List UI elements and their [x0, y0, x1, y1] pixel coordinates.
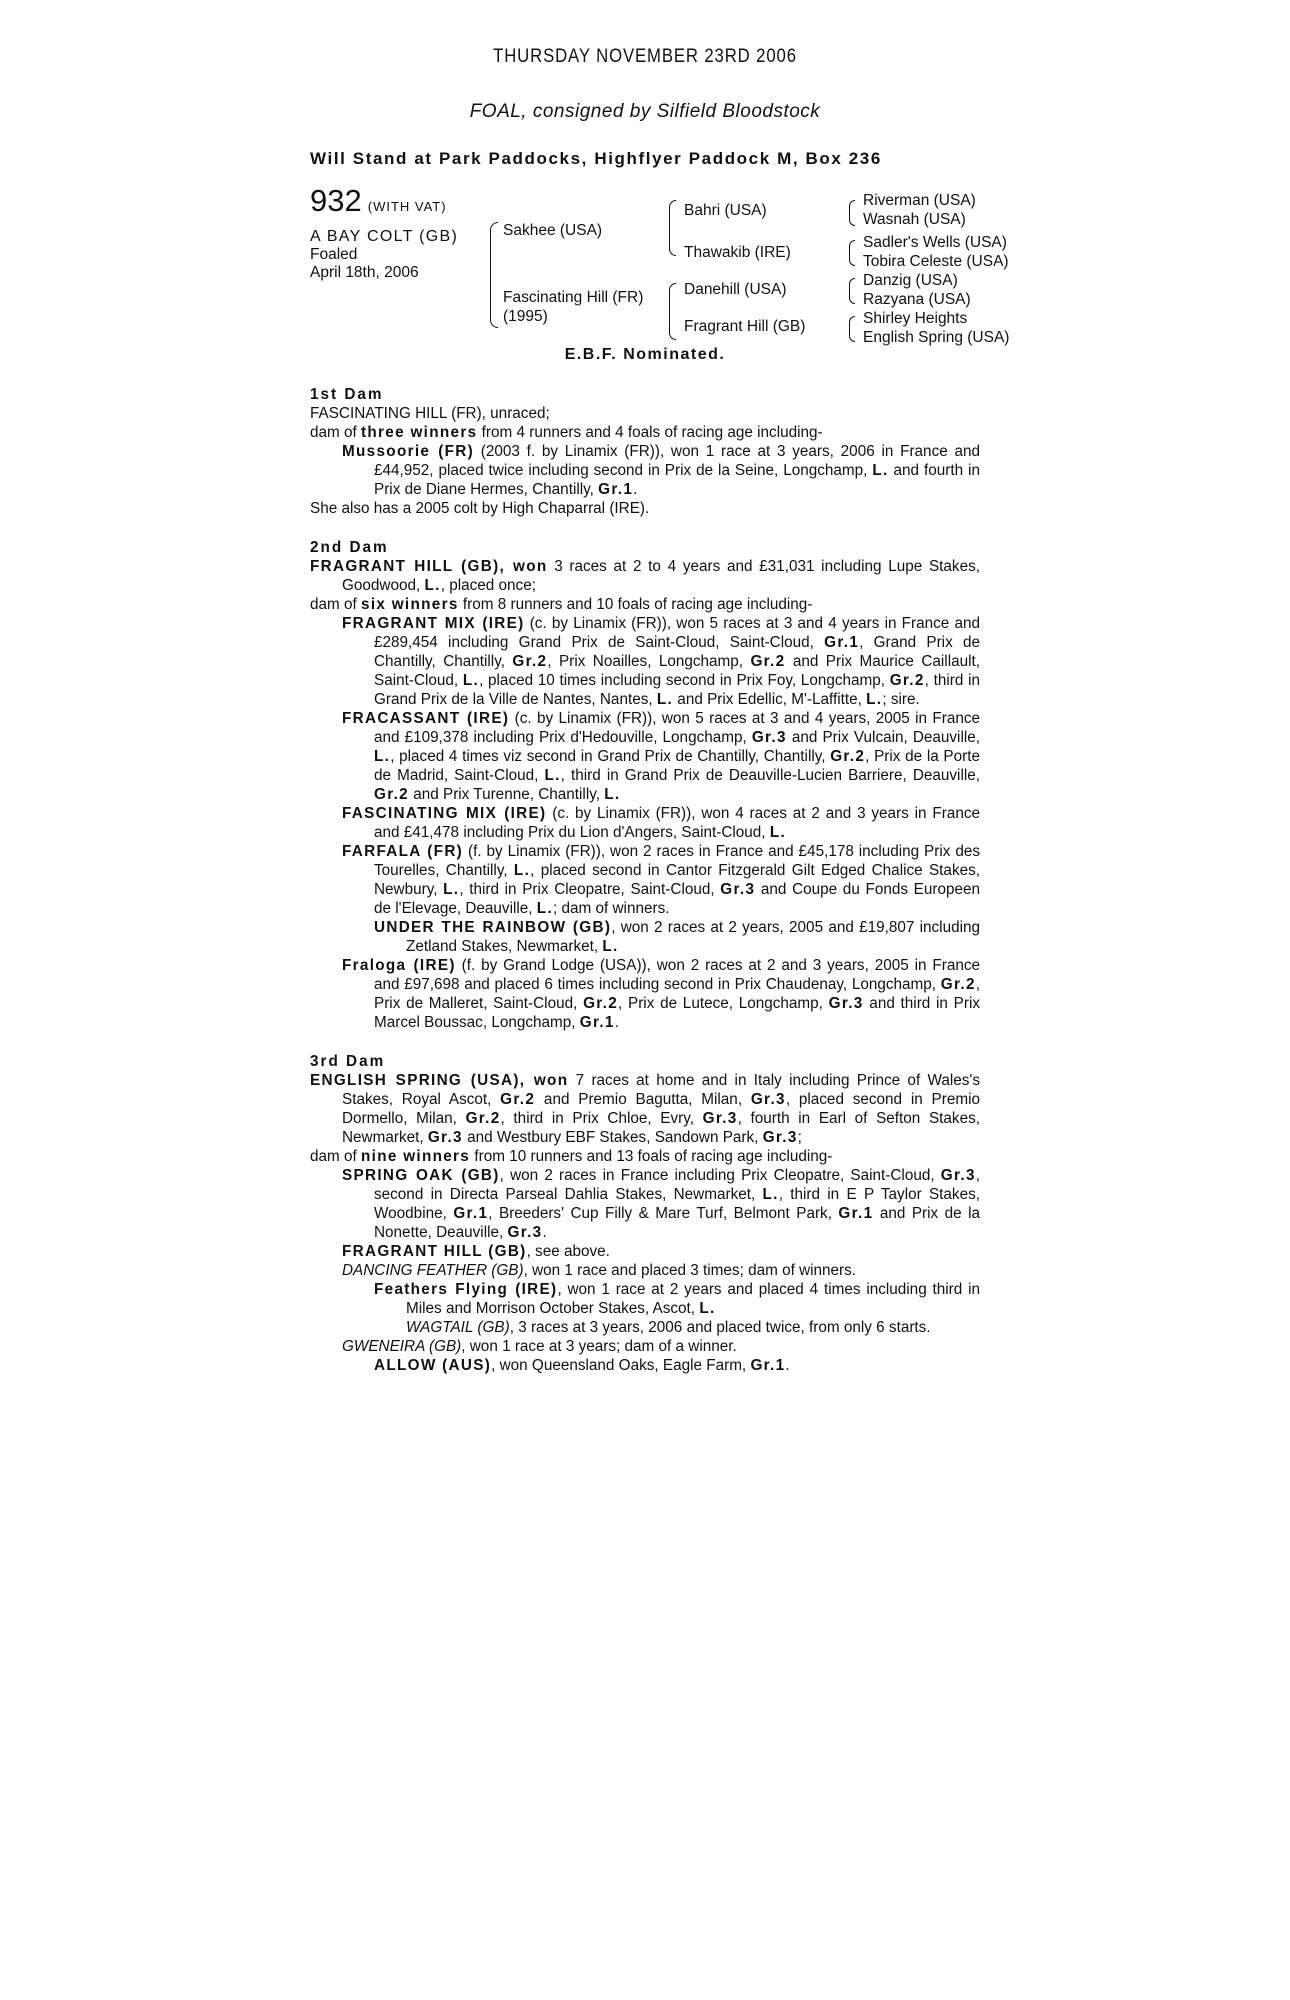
- pedigree-entry: [310, 1261, 980, 1280]
- pedigree-dam-dam: Fragrant Hill (GB): [684, 318, 806, 335]
- entry-bold-text: six winners: [361, 596, 459, 613]
- entry-bold-text: Gr.2: [583, 995, 619, 1012]
- entry-bold-text: Gr.2: [830, 748, 866, 765]
- entry-bold-text: L.: [544, 767, 561, 784]
- entry-bold-text: Gr.3: [750, 1091, 786, 1108]
- entry-bold-text: L.: [699, 1300, 716, 1317]
- entry-text: (f. by Linamix (FR)), won 2 races in France and £45,178 including Prix des Tourelles, Chantilly,: [374, 843, 980, 879]
- entry-text: and Westbury EBF Stakes, Sandown Park,: [462, 1129, 763, 1146]
- entry-text: dam of: [310, 1148, 362, 1165]
- entry-text: , placed second in Cantor Fitzgerald Gilt Edged Chalice Stakes, Newbury,: [374, 862, 980, 898]
- entry-text: FASCINATING HILL (FR), unraced;: [310, 405, 550, 422]
- pedigree-dam: Fascinating Hill (FR): [503, 289, 644, 306]
- entry-text: (2003 f. by Linamix (FR)), won 1 race at 3 years, 2006 in France and £44,952, placed twice including second in Prix de la Seine, Longchamp,: [374, 443, 980, 479]
- entry-text: , won 2 races at 2 years, 2005 and £19,807 including Zetland Stakes, Newmarket,: [406, 919, 980, 955]
- entry-bold-text: Gr.1: [824, 634, 860, 651]
- lot-number: 932: [310, 183, 362, 218]
- entry-bold-text: L.: [872, 462, 889, 479]
- entry-bold-text: FRAGRANT HILL (GB), won: [310, 558, 548, 575]
- pedigree-g3-5: Danzig (USA): [863, 272, 958, 289]
- pedigree-g3-4: Tobira Celeste (USA): [863, 253, 1009, 270]
- entry-text: from 10 runners and 13 foals of racing age including-: [470, 1148, 833, 1165]
- pedigree-sire-dam: Thawakib (IRE): [684, 244, 791, 261]
- entry-text: .: [785, 1357, 790, 1374]
- entry-text: .: [614, 1014, 619, 1031]
- entry-text: and Coupe du Fonds Europeen de l'Elevage, Deauville,: [374, 881, 980, 917]
- entry-bold-text: ENGLISH SPRING (USA), won: [310, 1072, 569, 1089]
- entry-bold-text: Gr.3: [762, 1129, 798, 1146]
- pedigree-g3-1: Riverman (USA): [863, 192, 976, 209]
- entry-text: and Prix Vulcain, Deauville,: [786, 729, 980, 746]
- pedigree-dam-year: (1995): [503, 308, 548, 325]
- entry-text: , Grand Prix de Chantilly, Chantilly,: [374, 634, 980, 670]
- entry-italic-text: GWENEIRA (GB): [342, 1338, 462, 1355]
- pedigree-entry: [310, 1337, 980, 1356]
- pedigree-brace-bahri: [849, 200, 855, 226]
- pedigree-entry: [310, 918, 980, 956]
- entry-bold-text: Gr.2: [512, 653, 548, 670]
- entry-text: (c. by Linamix (FR)), won 4 races at 2 and 3 years in France and £41,478 including Prix du Lion d'Angers, Saint-Cloud,: [374, 805, 980, 841]
- entry-bold-text: Gr.3: [751, 729, 787, 746]
- pedigree-g3-2: Wasnah (USA): [863, 211, 966, 228]
- entry-bold-text: Fraloga (IRE): [342, 957, 456, 974]
- entry-text: , Breeders' Cup Filly & Mare Turf, Belmont Park,: [488, 1205, 839, 1222]
- pedigree-entry: [310, 1071, 980, 1147]
- entry-text: and fourth in Prix de Diane Hermes, Chantilly,: [374, 462, 980, 498]
- pedigree-sire: Sakhee (USA): [503, 222, 603, 239]
- entry-text: , placed 10 times including second in Prix Foy, Longchamp,: [479, 672, 890, 689]
- entry-bold-text: Gr.2: [889, 672, 925, 689]
- pedigree-entry: [310, 804, 980, 842]
- entry-bold-text: L.: [374, 748, 391, 765]
- entry-bold-text: Gr.3: [507, 1224, 543, 1241]
- entry-text: , second in Directa Parseal Dahlia Stakes, Newmarket,: [374, 1167, 980, 1203]
- pedigree-g3-6: Razyana (USA): [863, 291, 971, 308]
- entry-bold-text: L.: [513, 862, 531, 879]
- entry-bold-text: FRACASSANT (IRE): [342, 710, 510, 727]
- entry-text: ;: [797, 1129, 802, 1146]
- pedigree-g3-8: English Spring (USA): [863, 329, 1010, 346]
- entry-text: , fourth in Earl of Sefton Stakes, Newmarket,: [342, 1110, 980, 1146]
- dam-heading: 2nd Dam: [310, 539, 389, 556]
- entry-bold-text: Gr.3: [720, 881, 756, 898]
- pedigree-entry: [310, 709, 980, 804]
- pedigree-brace-danehill: [849, 278, 855, 304]
- dam-section: [310, 538, 980, 1032]
- entry-text: 3 races at 2 to 4 years and £31,031 including Lupe Stakes, Goodwood,: [342, 558, 980, 594]
- pedigree-entry: [310, 1166, 980, 1242]
- entry-bold-text: L.: [443, 881, 460, 898]
- entry-text: ; dam of winners.: [553, 900, 670, 917]
- pedigree-entry: [310, 557, 980, 595]
- pedigree-entry: [310, 1147, 980, 1166]
- entry-bold-text: FRAGRANT HILL (GB): [342, 1243, 527, 1260]
- entry-bold-text: Gr.3: [828, 995, 864, 1012]
- entry-text: .: [542, 1224, 547, 1241]
- entry-bold-text: Gr.2: [500, 1091, 536, 1108]
- entry-text: (c. by Linamix (FR)), won 5 races at 3 and 4 years, 2005 in France and £109,378 including Prix d'Hedouville, Longchamp,: [374, 710, 980, 746]
- entry-bold-text: L.: [424, 577, 441, 594]
- entry-bold-text: Gr.1: [453, 1205, 489, 1222]
- entry-text: , won Queensland Oaks, Eagle Farm,: [491, 1357, 751, 1374]
- entry-text: and Prix de la Nonette, Deauville,: [374, 1205, 981, 1241]
- entry-bold-text: Gr.2: [465, 1110, 501, 1127]
- entry-bold-text: FARFALA (FR): [342, 843, 464, 860]
- entry-bold-text: L.: [866, 691, 883, 708]
- entry-bold-text: three winners: [361, 424, 478, 441]
- entry-text: , third in Grand Prix de la Ville de Nantes, Nantes,: [374, 672, 980, 708]
- entry-bold-text: L.: [656, 691, 674, 708]
- entry-bold-text: Feathers Flying (IRE): [374, 1281, 558, 1298]
- entry-text: from 8 runners and 10 foals of racing age including-: [458, 596, 813, 613]
- pedigree-entry: [310, 442, 980, 499]
- pedigree-entry: [310, 842, 980, 918]
- entry-bold-text: Gr.3: [702, 1110, 738, 1127]
- lot-block: [310, 183, 459, 282]
- entry-bold-text: Gr.2: [374, 786, 409, 803]
- entry-text: , placed second in Premio Dormello, Milan,: [342, 1091, 981, 1127]
- entry-text: (c. by Linamix (FR)), won 5 races at 3 and 4 years in France and £289,454 including Grand Prix de Saint-Cloud, Saint-Cloud,: [374, 615, 980, 651]
- entry-text: .: [633, 481, 638, 498]
- dam-section: [310, 1052, 980, 1375]
- entry-text: and Premio Bagutta, Milan,: [535, 1091, 751, 1108]
- pedigree-entry: [310, 956, 980, 1032]
- entry-italic-text: WAGTAIL (GB): [406, 1319, 510, 1336]
- pedigree-dam-sire: Danehill (USA): [684, 281, 787, 298]
- lot-number-line: [310, 183, 458, 218]
- entry-bold-text: Gr.3: [427, 1129, 463, 1146]
- entry-text: , placed once;: [440, 577, 536, 594]
- entry-bold-text: FRAGRANT MIX (IRE): [342, 615, 525, 632]
- ebf-nominated: E.B.F. Nominated.: [564, 346, 726, 363]
- entry-text: , won 1 race at 2 years and placed 4 times including third in Miles and Morrison October Stakes, Ascot,: [406, 1281, 980, 1317]
- entry-bold-text: Gr.1: [838, 1205, 874, 1222]
- entry-text: , placed 4 times viz second in Grand Prix de Chantilly, Chantilly,: [390, 748, 831, 765]
- pedigree-entry: [310, 1318, 980, 1337]
- entry-text: , third in E P Taylor Stakes, Woodbine,: [374, 1186, 980, 1222]
- pedigree-brace-thawakib: [849, 240, 855, 266]
- entry-text: , third in Grand Prix de Deauville-Lucien Barriere, Deauville,: [560, 767, 981, 784]
- stabling-location: Will Stand at Park Paddocks, Highflyer Paddock M, Box 236: [310, 149, 882, 168]
- entry-text: , Prix de la Porte de Madrid, Saint-Cloud,: [374, 748, 980, 784]
- pedigree-entry: [310, 404, 980, 423]
- entry-text: ; sire.: [882, 691, 920, 708]
- entry-bold-text: L.: [762, 1186, 779, 1203]
- entry-bold-text: ALLOW (AUS): [374, 1357, 492, 1374]
- entry-text: and Prix Turenne, Chantilly,: [408, 786, 605, 803]
- dam-heading: 1st Dam: [310, 386, 384, 403]
- entry-text: , Prix de Malleret, Saint-Cloud,: [374, 976, 980, 1012]
- pedigree-brace-fragrant-hill: [849, 316, 855, 342]
- pedigree-g3-3: Sadler's Wells (USA): [863, 234, 1007, 251]
- entry-text: , Prix de Lutece, Longchamp,: [618, 995, 829, 1012]
- entry-text: , won 1 race at 3 years; dam of a winner.: [461, 1338, 737, 1355]
- entry-text: , third in Prix Chloe, Evry,: [500, 1110, 703, 1127]
- entry-bold-text: L.: [536, 900, 553, 917]
- entry-bold-text: nine winners: [361, 1148, 471, 1165]
- entry-bold-text: Gr.3: [940, 1167, 976, 1184]
- foaled-date: April 18th, 2006: [310, 264, 419, 281]
- pedigree-brace-sakhee: [669, 200, 676, 256]
- horse-name: A BAY COLT (GB): [310, 228, 459, 245]
- entry-text: , 3 races at 3 years, 2006 and placed twice, from only 6 starts.: [509, 1319, 931, 1336]
- pedigree-entry: [310, 499, 980, 518]
- entry-text: , won 2 races in France including Prix Cleopatre, Saint-Cloud,: [499, 1167, 941, 1184]
- entry-text: dam of: [310, 596, 362, 613]
- entry-bold-text: L.: [604, 786, 621, 803]
- sale-date: THURSDAY NOVEMBER 23RD 2006: [493, 46, 797, 67]
- entry-bold-text: SPRING OAK (GB): [342, 1167, 500, 1184]
- entry-bold-text: UNDER THE RAINBOW (GB): [374, 919, 612, 936]
- consignor-line: FOAL, consigned by Silfield Bloodstock: [469, 101, 821, 122]
- entry-bold-text: Gr.2: [940, 976, 976, 993]
- entry-bold-text: Mussoorie (FR): [342, 443, 475, 460]
- entry-bold-text: Gr.1: [598, 481, 634, 498]
- vat-note: (WITH VAT): [367, 199, 447, 214]
- entry-text: , Prix Noailles, Longchamp,: [547, 653, 751, 670]
- foaled-label: Foaled: [310, 246, 358, 263]
- pedigree-entry: [310, 614, 980, 709]
- entry-bold-text: Gr.1: [750, 1357, 786, 1374]
- entry-bold-text: L.: [462, 672, 480, 689]
- entry-bold-text: Gr.2: [750, 653, 786, 670]
- pedigree-entry: [310, 1242, 980, 1261]
- pedigree-entry: [310, 1356, 980, 1375]
- entry-text: , third in Prix Cleopatre, Saint-Cloud,: [459, 881, 721, 898]
- pedigree-entry: [310, 423, 980, 442]
- entry-bold-text: L.: [602, 938, 619, 955]
- entry-text: and Prix Edellic, M'-Laffitte,: [673, 691, 867, 708]
- entry-bold-text: L.: [769, 824, 787, 841]
- pedigree-g3-7: Shirley Heights: [863, 310, 968, 327]
- dam-heading: 3rd Dam: [310, 1053, 386, 1070]
- pedigree-entry: [310, 595, 980, 614]
- entry-text: and third in Prix Marcel Boussac, Longchamp,: [374, 995, 980, 1031]
- entry-text: 7 races at home and in Italy including Prince of Wales's Stakes, Royal Ascot,: [342, 1072, 980, 1108]
- produce-record: [310, 385, 980, 1395]
- entry-text: (f. by Grand Lodge (USA)), won 2 races at 2 and 3 years, 2005 in France and £97,698 and placed 6 times including second in Prix Chaudenay, Longchamp,: [374, 957, 980, 993]
- pedigree-entry: [310, 1280, 980, 1318]
- entry-text: dam of: [310, 424, 362, 441]
- pedigree-sire-sire: Bahri (USA): [684, 202, 767, 219]
- entry-text: and Prix Maurice Caillault, Saint-Cloud,: [374, 653, 981, 689]
- pedigree-brace-fascinating-hill: [669, 283, 676, 340]
- entry-bold-text: Gr.1: [579, 1014, 615, 1031]
- entry-text: , won 1 race and placed 3 times; dam of winners.: [523, 1262, 857, 1279]
- entry-text: , see above.: [526, 1243, 610, 1260]
- entry-bold-text: FASCINATING MIX (IRE): [342, 805, 547, 822]
- entry-italic-text: DANCING FEATHER (GB): [342, 1262, 524, 1279]
- entry-text: She also has a 2005 colt by High Chaparral (IRE).: [310, 500, 650, 517]
- pedigree-brace-sire-dam: [490, 222, 498, 328]
- dam-section: [310, 385, 980, 518]
- entry-text: from 4 runners and 4 foals of racing age including-: [477, 424, 823, 441]
